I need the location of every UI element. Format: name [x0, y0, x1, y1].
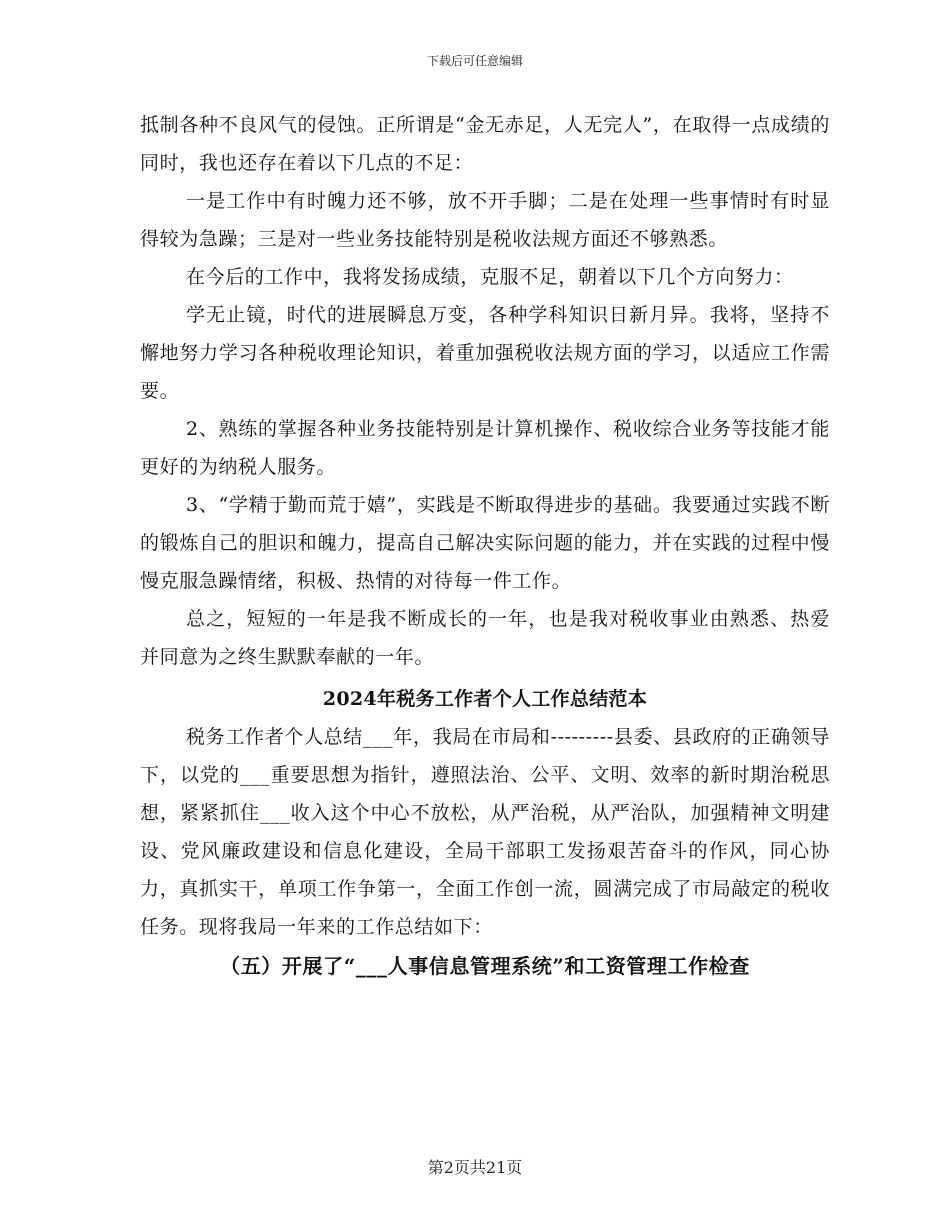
paragraph-skills: 2、熟练的掌握各种业务技能特别是计算机操作、税收综合业务等技能才能更好的为纳税人服务。 — [140, 418, 830, 478]
paragraph-continuation: 抵制各种不良风气的侵蚀。正所谓是“金无赤足，人无完人”，在取得一点成绩的同时，我也还存在着以下几点的不足： — [140, 114, 830, 174]
page-header-note: 下载后可任意编辑 — [426, 54, 523, 68]
paragraph-annual-summary: 税务工作者个人总结___年，我局在市局和---------县委、县政府的正确领导下，以党的___重要思想为指针，遵照法治、公平、文明、效率的新时期治税思想，紧紧抓住___收入这个中心不放松，从严治税，从严治队，加强精神文明建设、党风廉政建设和信息化建设，全局干部职工发扬艰苦奋斗的作风，同心协力，真抓实干，单项工作争第一，全面工作创一流，圆满完成了市局敲定的税收任务。现将我局一年来的工作总结如下： — [140, 726, 830, 938]
section-title: 2024年税务工作者个人工作总结范本 — [322, 688, 648, 710]
paragraph-shortcomings: 一是工作中有时魄力还不够，放不开手脚；二是在处理一些事情时有时显得较为急躁；三是对一些业务技能特别是税收法规方面还不够熟悉。 — [140, 190, 830, 250]
document-body — [140, 106, 830, 986]
paragraph-study: 学无止镜，时代的进展瞬息万变，各种学科知识日新月异。我将，坚持不懈地努力学习各种税收理论知识，着重加强税收法规方面的学习，以适应工作需要。 — [140, 304, 830, 402]
sub-heading: （五）开展了“___人事信息管理系统”和工资管理工作检查 — [220, 954, 750, 978]
paragraph-future-direction: 在今后的工作中，我将发扬成绩，克服不足，朝着以下几个方向努力： — [186, 266, 794, 288]
paragraph-conclusion: 总之，短短的一年是我不断成长的一年，也是我对税收事业由熟悉、热爱并同意为之终生默默奉献的一年。 — [140, 608, 830, 668]
page-number: 第2页共21页 — [427, 1158, 523, 1177]
paragraph-practice: 3、“学精于勤而荒于嬉”，实践是不断取得进步的基础。我要通过实践不断的锻炼自己的胆识和魄力，提高自己解决实际问题的能力，并在实践的过程中慢慢克服急躁情绪，积极、热情的对待每一件工作。 — [140, 494, 830, 592]
